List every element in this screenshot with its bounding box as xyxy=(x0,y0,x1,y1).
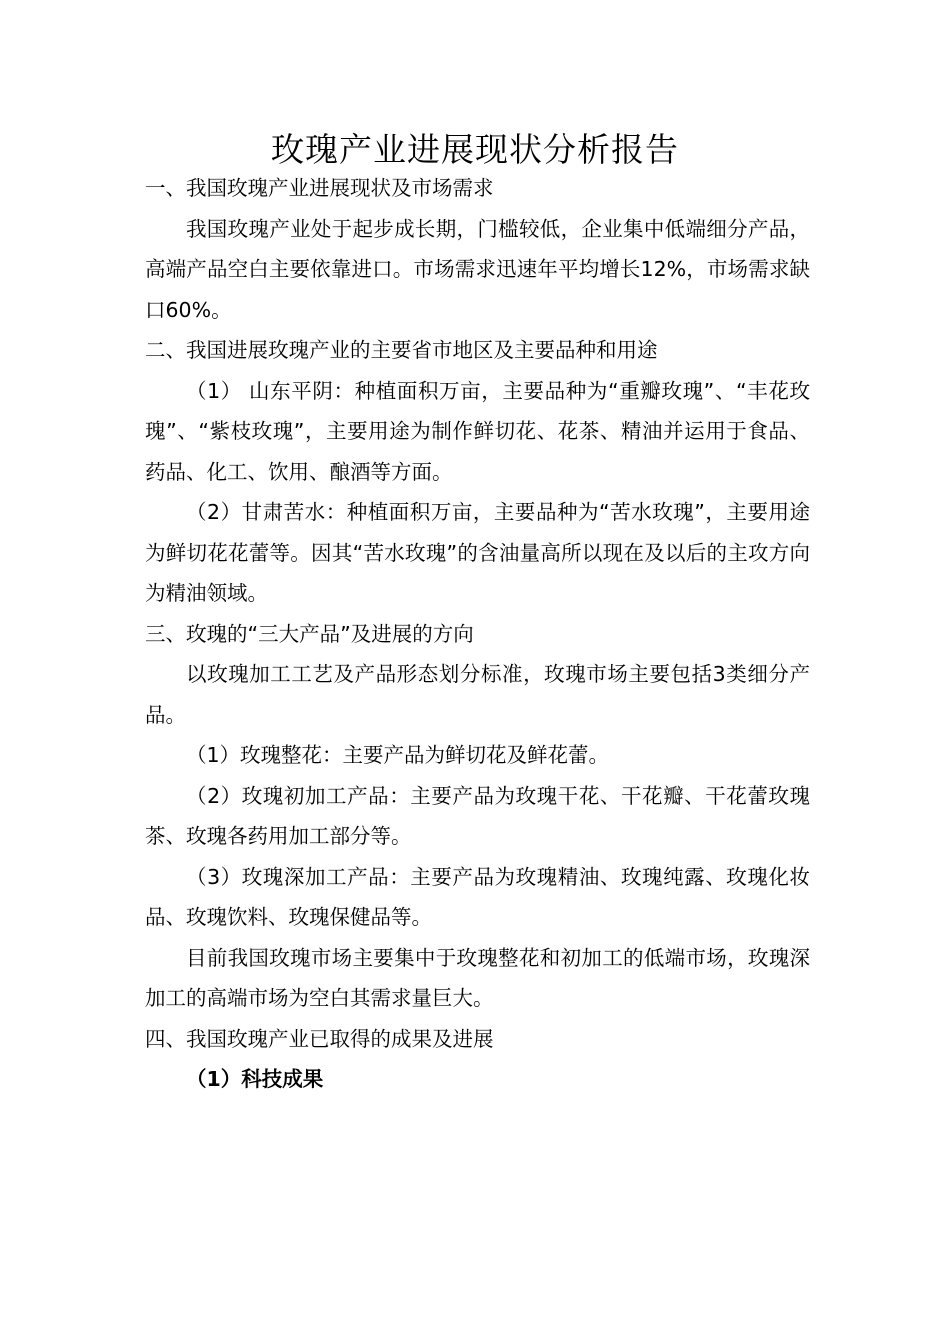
body-paragraph: 目前我国玫瑰市场主要集中于玫瑰整花和初加工的低端市场，玫瑰深加工的高端市场为空白其需求量巨大。 xyxy=(145,945,810,1010)
list-item: （3）玫瑰深加工产品：主要产品为玫瑰精油、玫瑰纯露、玫瑰化妆品、玫瑰饮料、玫瑰保健品等。 xyxy=(145,864,810,929)
section-heading-1: 一、我国玫瑰产业进展现状及市场需求 xyxy=(145,176,494,200)
section-heading-4: 四、我国玫瑰产业已取得的成果及进展 xyxy=(145,1026,494,1051)
document-title: 玫瑰产业进展现状分析报告 xyxy=(271,130,679,169)
subsection-heading: （1）科技成果 xyxy=(186,1067,324,1091)
document-body xyxy=(145,168,810,1100)
list-item: （1）玫瑰整花：主要产品为鲜切花及鲜花蕾。 xyxy=(186,743,610,767)
body-paragraph: （2）甘肃苦水：种植面积万亩，主要品种为“苦水玫瑰”，主要用途为鲜切花花蕾等。因其“苦水玫瑰”的含油量高所以现在及以后的主攻方向为精油领域。 xyxy=(145,500,810,605)
body-paragraph: 以玫瑰加工工艺及产品形态划分标准，玫瑰市场主要包括3类细分产品。 xyxy=(145,662,810,727)
section-heading-3: 三、玫瑰的“三大产品”及进展的方向 xyxy=(145,621,474,646)
list-item: （2）玫瑰初加工产品：主要产品为玫瑰干花、干花瓣、干花蕾玫瑰茶、玫瑰各药用加工部分等。 xyxy=(145,783,810,848)
section-heading-2: 二、我国进展玫瑰产业的主要省市地区及主要品种和用途 xyxy=(145,338,658,362)
body-paragraph: （1） 山东平阴：种植面积万亩，主要品种为“重瓣玫瑰”、“丰花玫瑰”、“紫枝玫瑰”，主要用途为制作鲜切花、花茶、精油并运用于食品、药品、化工、饮用、酿酒等方面。 xyxy=(145,378,810,484)
body-paragraph: 我国玫瑰产业处于起步成长期，门槛较低，企业集中低端细分产品，高端产品空白主要依靠进口。市场需求迅速年平均增长12%，市场需求缺口60%。 xyxy=(145,216,810,322)
